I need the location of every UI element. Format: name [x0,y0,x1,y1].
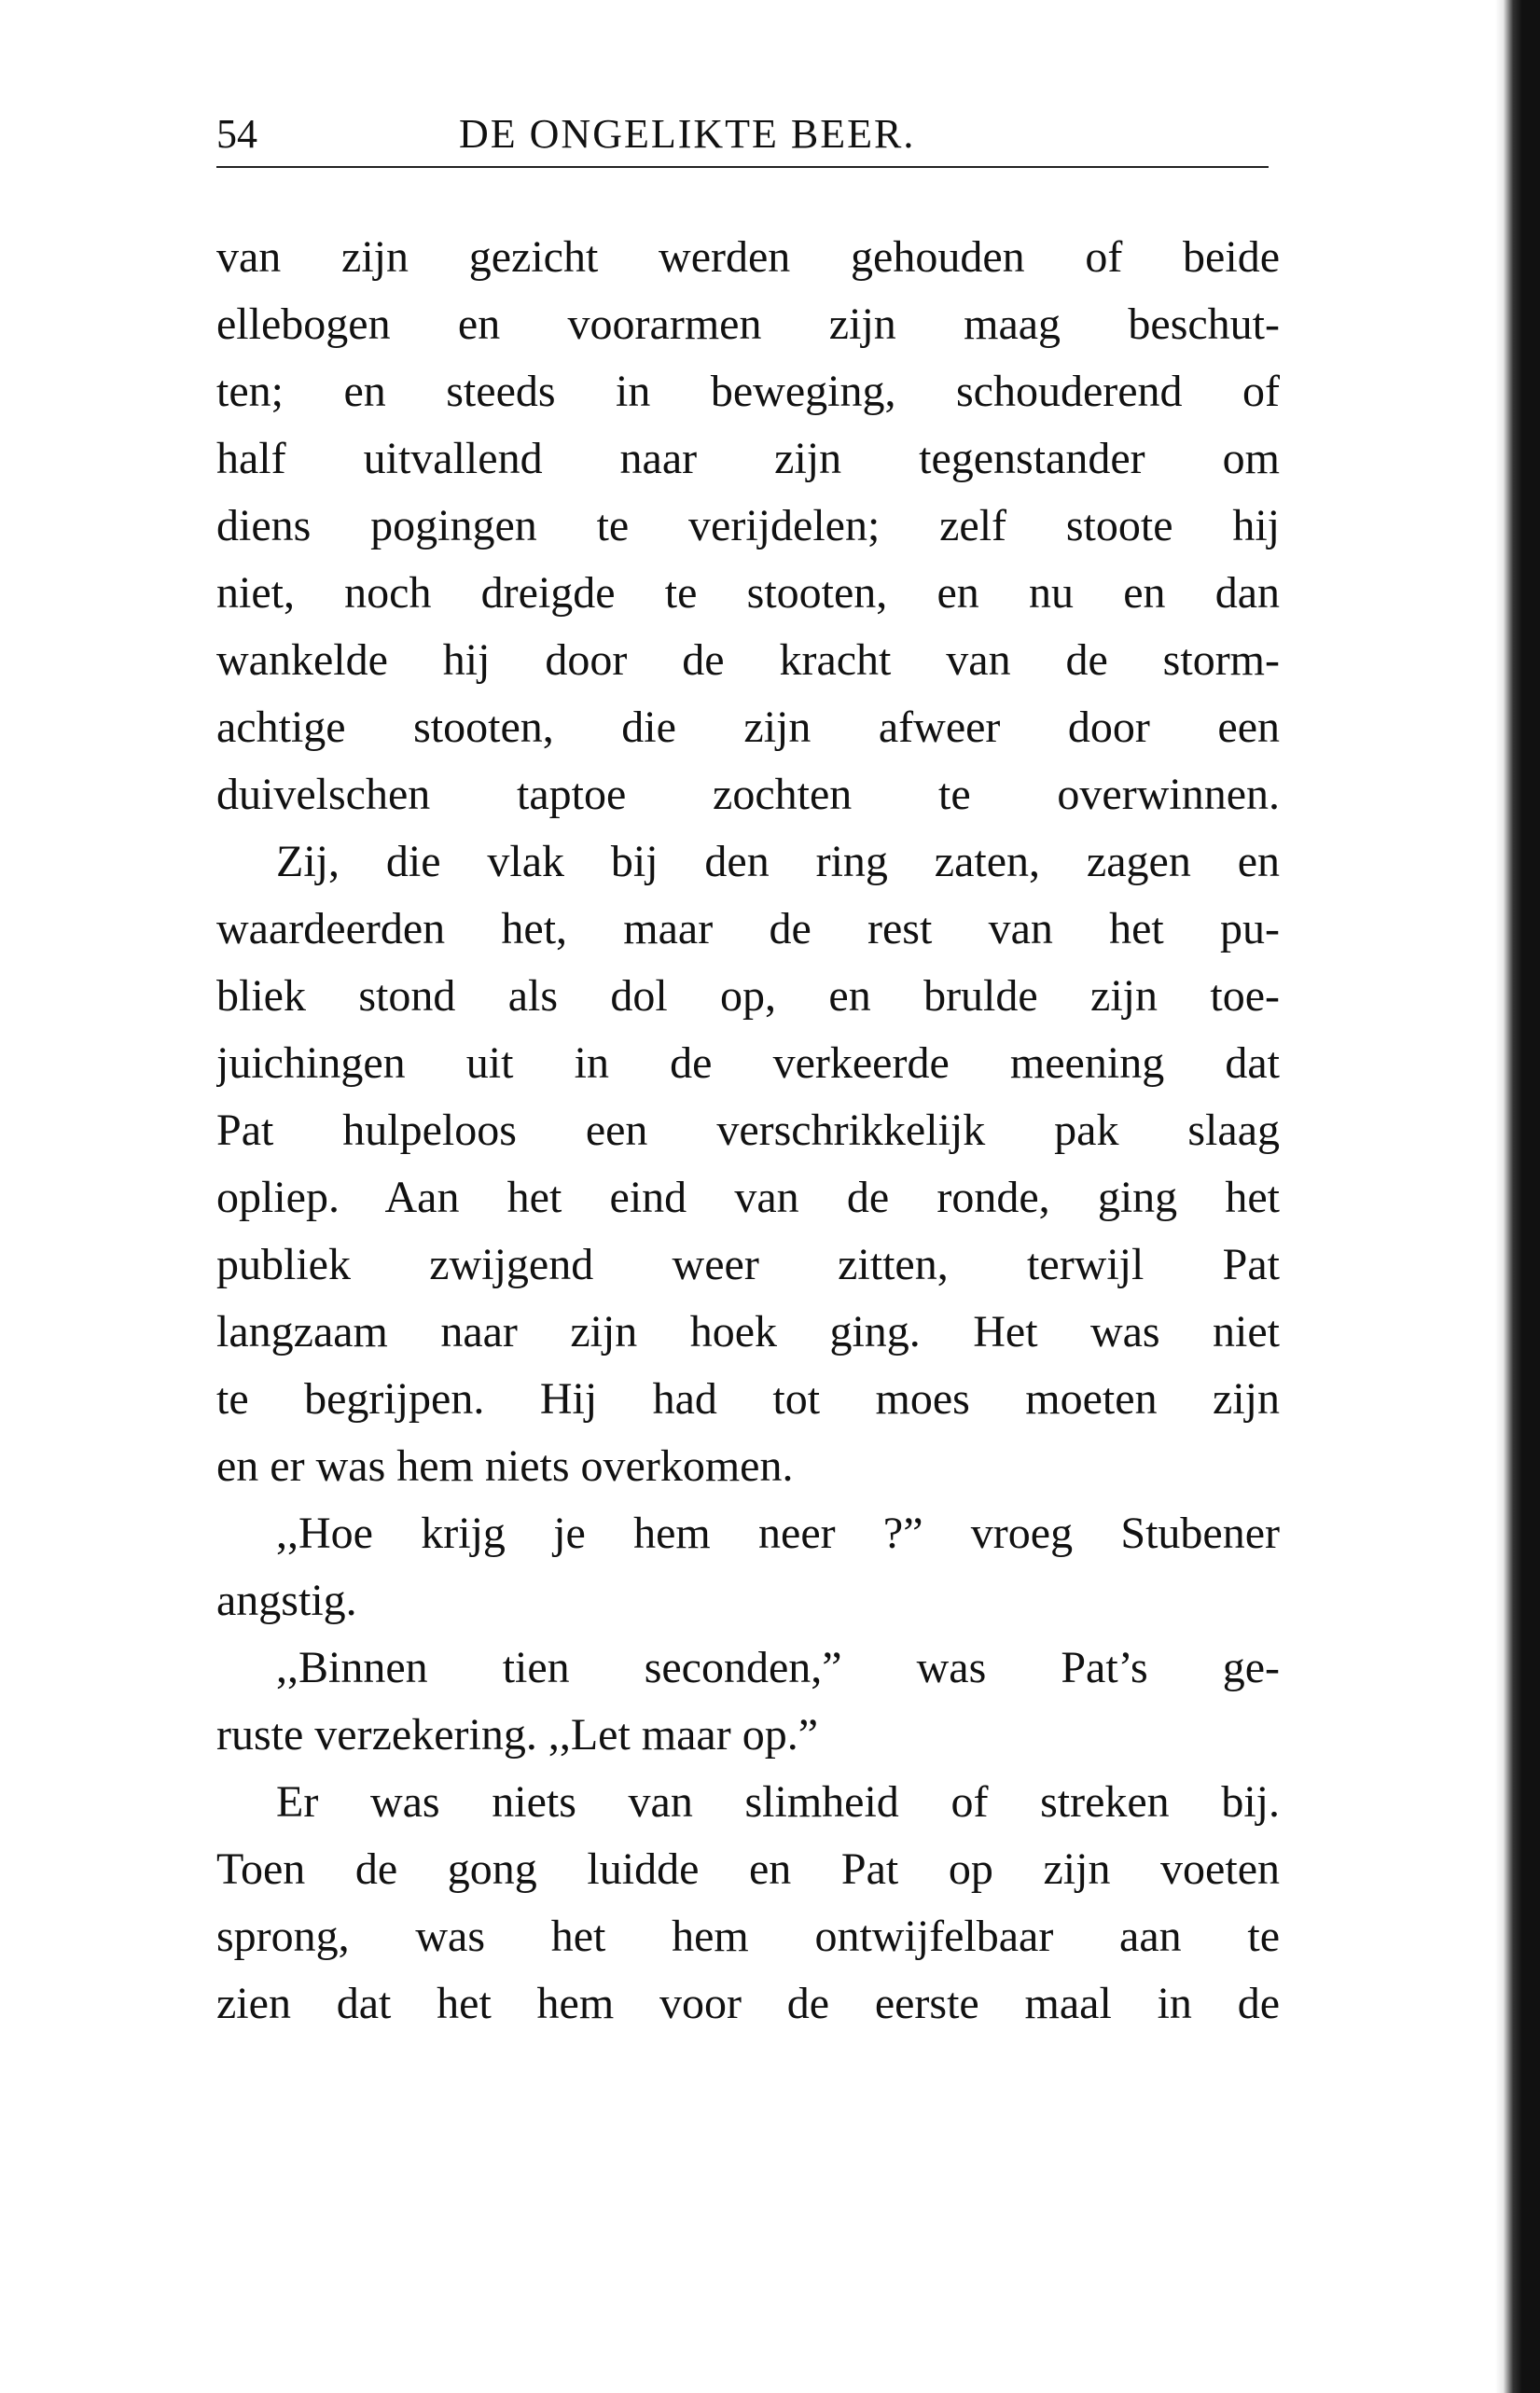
text-line: langzaam naar zijn hoek ging. Het was niet [216,1307,1280,1356]
text-line: ,,Binnen tien seconden,” was Pat’s ge- [276,1643,1280,1692]
text-line: half uitvallend naar zijn tegenstander om [216,434,1280,483]
text-line: angstig. [216,1576,357,1625]
page-header [216,101,1270,166]
text-line: Er was niets van slimheid of streken bij. [276,1777,1280,1827]
page-binding-edge [1495,0,1540,2393]
text-line: Toen de gong luidde en Pat op zijn voeten [216,1844,1280,1894]
text-line: niet, noch dreigde te stooten, en nu en dan [216,568,1280,618]
text-line: juichingen uit in de verkeerde meening dat [216,1038,1280,1088]
text-line: ruste verzekering. ,,Let maar op.” [216,1710,819,1760]
text-line: achtige stooten, die zijn afweer door een [216,703,1280,752]
text-line: diens pogingen te verijdelen; zelf stoote hij [216,501,1280,550]
text-line: zien dat het hem voor de eerste maal in de [216,1979,1280,2028]
body-text [216,224,1280,2038]
text-line: ellebogen en voorarmen zijn maag beschut- [216,299,1280,349]
text-line: Zij, die vlak bij den ring zaten, zagen en [276,837,1280,886]
text-line: ten; en steeds in beweging, schouderend of [216,367,1280,416]
page-number: 54 [216,111,257,157]
text-line: duivelschen taptoe zochten te overwinnen. [216,770,1280,819]
text-line: waardeerden het, maar de rest van het pu- [216,904,1280,953]
text-line: Pat hulpeloos een verschrikkelijk pak slaag [216,1106,1280,1155]
text-line: bliek stond als dol op, en brulde zijn toe- [216,971,1280,1021]
text-line: publiek zwijgend weer zitten, terwijl Pat [216,1240,1280,1289]
text-line: en er was hem niets overkomen. [216,1441,794,1491]
text-line: opliep. Aan het eind van de ronde, ging het [216,1173,1280,1222]
running-title: DE ONGELIKTE BEER. [459,111,916,157]
text-line: van zijn gezicht werden gehouden of beide [216,232,1280,282]
text-line: te begrijpen. Hij had tot moes moeten zijn [216,1374,1280,1424]
text-line: wankelde hij door de kracht van de storm- [216,635,1280,685]
header-rule [216,166,1269,168]
text-line: ,,Hoe krijg je hem neer ?” vroeg Stubener [276,1509,1280,1558]
text-line: sprong, was het hem ontwijfelbaar aan te [216,1912,1280,1961]
